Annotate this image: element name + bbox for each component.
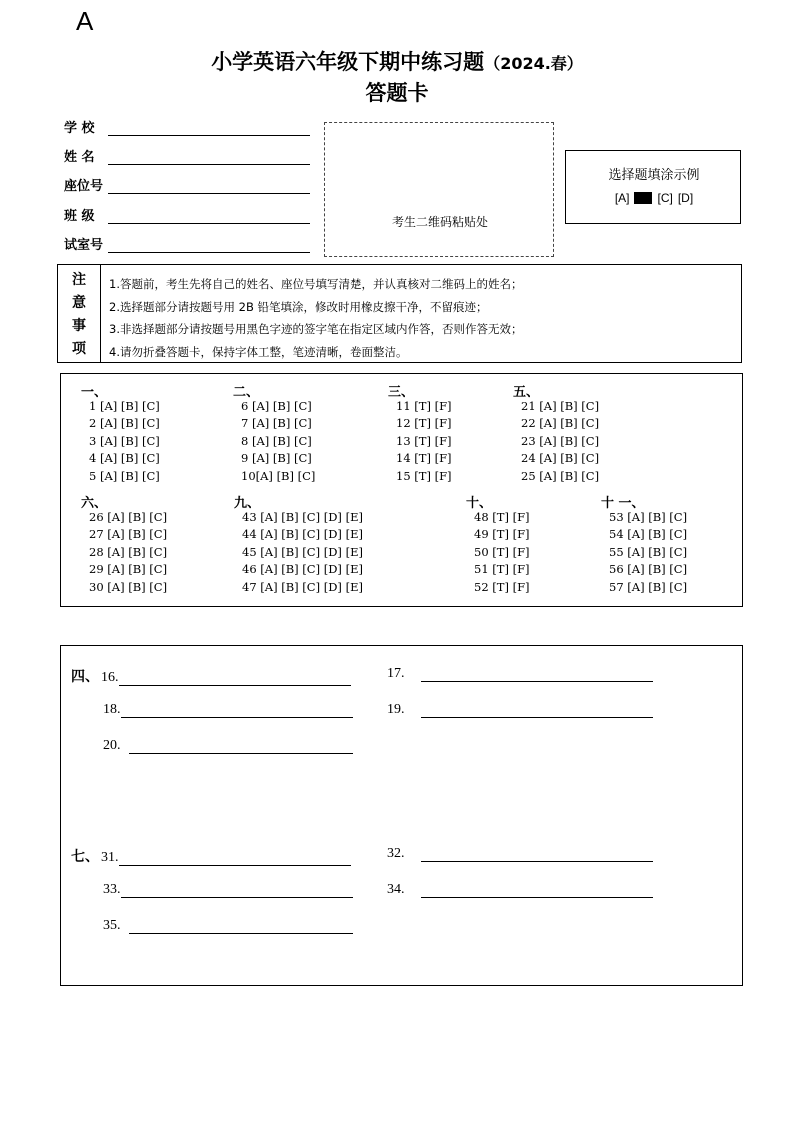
section-heading: 十 一、 (601, 496, 645, 511)
question-number: 19. (387, 702, 405, 717)
answer-line[interactable] (119, 671, 351, 686)
mc-section-1 (81, 381, 160, 486)
answer-16[interactable] (71, 666, 351, 686)
answer-row[interactable]: 10[A] [B] [C] (241, 468, 316, 483)
question-number: 17. (387, 666, 405, 681)
notes-list (101, 265, 741, 362)
answer-32[interactable] (387, 846, 653, 862)
answer-line[interactable] (121, 883, 353, 898)
question-number: 32. (387, 846, 405, 861)
section-heading: 六、 (81, 496, 108, 511)
answer-line[interactable] (119, 851, 351, 866)
answer-row[interactable]: 14 [T] [F] (396, 451, 452, 466)
answer-row[interactable]: 48 [T] [F] (474, 510, 530, 524)
answer-row[interactable]: 23 [A] [B] [C] (521, 433, 600, 448)
question-number: 20. (103, 738, 121, 753)
section-heading: 一、 (81, 385, 108, 400)
answer-row[interactable]: 1 [A] [B] [C] (89, 399, 160, 413)
mc-section-6 (81, 492, 168, 597)
question-number: 35. (103, 918, 121, 933)
answer-line[interactable] (421, 703, 653, 718)
notes-heading-char: 意 (72, 294, 86, 311)
answer-row[interactable]: 25 [A] [B] [C] (521, 468, 600, 483)
answer-row[interactable]: 29 [A] [B] [C] (89, 562, 168, 577)
answer-row[interactable]: 43 [A] [B] [C] [D] [E] (242, 510, 363, 524)
answer-row[interactable]: 6 [A] [B] [C] (241, 399, 312, 413)
mc-section-2 (233, 381, 316, 486)
question-number: 34. (387, 882, 405, 897)
answer-row[interactable]: 44 [A] [B] [C] [D] [E] (242, 527, 363, 542)
answer-line[interactable] (421, 667, 653, 682)
answer-33[interactable] (103, 882, 353, 898)
answer-row[interactable]: 9 [A] [B] [C] (241, 451, 312, 466)
answer-row[interactable]: 55 [A] [B] [C] (609, 544, 688, 559)
exam-room-field[interactable] (64, 233, 310, 253)
answer-row[interactable]: 7 [A] [B] [C] (241, 416, 312, 431)
mc-section-10 (466, 492, 530, 597)
answer-row[interactable]: 15 [T] [F] (396, 468, 452, 483)
answer-row[interactable]: 11 [T] [F] (396, 399, 452, 413)
fill-example-box (565, 150, 741, 224)
answer-row[interactable]: 54 [A] [B] [C] (609, 527, 688, 542)
answer-row[interactable]: 50 [T] [F] (474, 544, 530, 559)
answer-row[interactable]: 3 [A] [B] [C] (89, 433, 160, 448)
mc-section-11 (601, 492, 688, 597)
section-heading: 二、 (233, 385, 260, 400)
paper-version-label: A (76, 6, 94, 36)
answer-line[interactable] (421, 847, 653, 862)
seat-number-label: 座位号 (64, 179, 104, 194)
section-heading: 九、 (234, 496, 261, 511)
multiple-choice-area (60, 373, 743, 607)
example-option-d: [D] (677, 191, 694, 205)
answer-35[interactable] (103, 918, 353, 934)
school-input-line[interactable] (108, 121, 310, 136)
answer-row[interactable]: 13 [T] [F] (396, 433, 452, 448)
seat-number-field[interactable] (64, 174, 310, 194)
qr-code-label: 考生二维码粘贴处 (391, 215, 488, 229)
school-field[interactable] (64, 116, 310, 136)
answer-row[interactable]: 30 [A] [B] [C] (89, 579, 168, 594)
mc-section-3 (388, 381, 452, 486)
answer-row[interactable]: 21 [A] [B] [C] (521, 399, 600, 413)
question-number: 31. (101, 850, 119, 865)
answer-row[interactable]: 26 [A] [B] [C] (89, 510, 168, 524)
answer-row[interactable]: 2 [A] [B] [C] (89, 416, 160, 431)
answer-17[interactable] (387, 666, 653, 682)
fill-example-title: 选择题填涂示例 (608, 168, 700, 183)
answer-row[interactable]: 52 [T] [F] (474, 579, 530, 594)
notes-heading-char: 注 (72, 271, 86, 288)
title-text: 小学英语六年级下期中练习题 (211, 50, 485, 74)
note-item: 3.非选择题部分请按题号用黑色字迹的签字笔在指定区域内作答，否则作答无效； (109, 322, 523, 336)
section-heading: 四、 (71, 669, 99, 685)
answer-row[interactable]: 24 [A] [B] [C] (521, 451, 600, 466)
fill-example-options (566, 191, 742, 205)
answer-row[interactable]: 22 [A] [B] [C] (521, 416, 600, 431)
notes-panel (57, 264, 742, 363)
example-option-c: [C] (657, 191, 673, 205)
page-subtitle: 答题卡 (365, 81, 429, 105)
section-heading: 七、 (71, 849, 99, 865)
answer-row[interactable]: 8 [A] [B] [C] (241, 433, 312, 448)
class-field[interactable] (64, 204, 310, 224)
example-option-a: [A] (614, 191, 630, 205)
answer-19[interactable] (387, 702, 653, 718)
answer-row[interactable]: 56 [A] [B] [C] (609, 562, 688, 577)
example-filled-bubble (634, 192, 652, 204)
answer-20[interactable] (103, 738, 353, 754)
answer-row[interactable]: 51 [T] [F] (474, 562, 530, 577)
name-label: 姓 名 (64, 150, 95, 165)
answer-line[interactable] (421, 883, 653, 898)
class-label: 班 级 (64, 209, 95, 224)
answer-18[interactable] (103, 702, 353, 718)
title-year: （2024.春） (484, 54, 583, 73)
notes-heading-char: 事 (72, 318, 86, 335)
answer-31[interactable] (71, 846, 351, 866)
answer-row[interactable]: 45 [A] [B] [C] [D] [E] (242, 544, 363, 559)
exam-room-input-line[interactable] (108, 238, 310, 253)
mc-section-5 (513, 381, 600, 486)
answer-line[interactable] (129, 739, 353, 754)
note-item: 2.选择题部分请按题号用 2B 铅笔填涂，修改时用橡皮擦干净，不留痕迹； (109, 299, 488, 314)
mc-section-9 (234, 492, 363, 597)
answer-row[interactable]: 28 [A] [B] [C] (89, 544, 168, 559)
qr-code-paste-area (324, 122, 554, 257)
answer-row[interactable]: 12 [T] [F] (396, 416, 452, 431)
answer-row[interactable]: 57 [A] [B] [C] (609, 579, 688, 594)
answer-34[interactable] (387, 882, 653, 898)
answer-row[interactable]: 4 [A] [B] [C] (89, 451, 160, 466)
section-heading: 三、 (388, 385, 415, 400)
answer-row[interactable]: 5 [A] [B] [C] (89, 468, 160, 483)
question-number: 16. (101, 670, 119, 685)
answer-row[interactable]: 47 [A] [B] [C] [D] [E] (242, 579, 363, 594)
answer-row[interactable]: 27 [A] [B] [C] (89, 527, 168, 542)
name-field[interactable] (64, 145, 310, 165)
class-input-line[interactable] (108, 209, 310, 224)
answer-line[interactable] (129, 919, 353, 934)
note-item: 1.答题前，考生先将自己的姓名、座位号填写清楚，并认真核对二维码上的姓名； (109, 277, 523, 291)
seat-number-input-line[interactable] (108, 179, 310, 194)
note-item: 4.请勿折叠答题卡，保持字体工整，笔迹清晰，卷面整洁。 (109, 344, 408, 359)
school-label: 学 校 (64, 121, 95, 136)
answer-row[interactable]: 49 [T] [F] (474, 527, 530, 542)
question-number: 18. (103, 702, 121, 717)
name-input-line[interactable] (108, 150, 310, 165)
notes-heading (58, 265, 101, 362)
answer-row[interactable]: 46 [A] [B] [C] [D] [E] (242, 562, 363, 577)
question-number: 33. (103, 882, 121, 897)
exam-room-label: 试室号 (64, 238, 104, 253)
page-title (0, 47, 794, 79)
answer-row[interactable]: 53 [A] [B] [C] (609, 510, 688, 524)
section-heading: 五、 (513, 385, 540, 400)
section-heading: 十、 (466, 496, 493, 511)
answer-line[interactable] (121, 703, 353, 718)
written-answer-area (60, 645, 743, 986)
notes-heading-char: 项 (72, 341, 86, 358)
